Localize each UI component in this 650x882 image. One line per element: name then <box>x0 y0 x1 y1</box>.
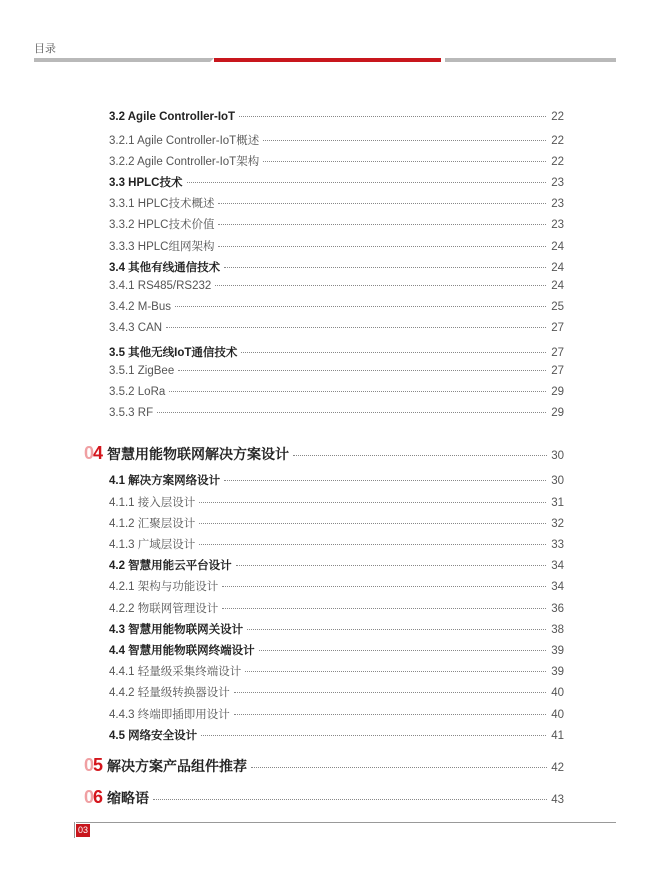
toc-entry-page: 38 <box>551 624 564 636</box>
toc-entry[interactable] <box>109 684 564 700</box>
toc-entry[interactable] <box>109 344 564 360</box>
chapter-number-zero: 0 <box>84 443 94 463</box>
chapter-title: 智慧用能物联网解决方案设计 <box>107 446 290 462</box>
toc-entry-label: 4.4 智慧用能物联网终端设计 <box>109 645 255 657</box>
toc-entry-page: 22 <box>551 156 564 168</box>
toc-entry[interactable] <box>109 174 564 190</box>
chapter-number-zero: 0 <box>84 787 94 807</box>
toc-entry-page: 34 <box>551 560 564 572</box>
toc-entry-page: 23 <box>551 219 564 231</box>
toc-entry-page: 24 <box>551 241 564 253</box>
chapter-number-zero: 0 <box>84 755 94 775</box>
chapter-number-digit: 4 <box>93 443 103 463</box>
toc-entry-label: 3.3.3 HPLC组网架构 <box>109 241 215 253</box>
chapter-number <box>84 787 102 808</box>
toc-entry-label: 3.5.2 LoRa <box>109 386 166 398</box>
toc-entry-page: 29 <box>551 407 564 419</box>
toc-entry-page: 33 <box>551 539 564 551</box>
toc-entry-page: 30 <box>551 475 564 487</box>
toc-entry-label: 4.2 智慧用能云平台设计 <box>109 560 232 572</box>
dot-leader <box>187 182 547 183</box>
toc-entry[interactable] <box>109 642 564 658</box>
chapter-5-heading[interactable] <box>84 755 564 776</box>
dot-leader <box>263 140 546 141</box>
toc-entry-label: 4.1.2 汇聚层设计 <box>109 518 196 530</box>
toc-entry[interactable] <box>109 238 564 254</box>
chapter-page: 43 <box>551 794 564 806</box>
toc-entry[interactable] <box>109 259 564 275</box>
chapter-page: 42 <box>551 762 564 774</box>
toc-entry-label: 4.1.1 接入层设计 <box>109 497 196 509</box>
toc-entry[interactable] <box>109 663 564 679</box>
dot-leader <box>215 285 546 286</box>
toc-entry-page: 39 <box>551 645 564 657</box>
toc-entry-page: 34 <box>551 581 564 593</box>
header-bar-right <box>445 58 616 62</box>
toc-entry[interactable] <box>109 621 564 637</box>
toc-entry[interactable] <box>109 536 564 552</box>
toc-entry-label: 4.1 解决方案网络设计 <box>109 475 221 487</box>
dot-leader <box>169 391 546 392</box>
dot-leader <box>239 116 546 117</box>
footer-rule <box>76 822 616 823</box>
dot-leader <box>236 565 546 566</box>
chapter-page: 30 <box>551 450 564 462</box>
toc-entry[interactable] <box>109 216 564 232</box>
dot-leader <box>222 586 546 587</box>
dot-leader <box>224 267 546 268</box>
toc-entry[interactable] <box>109 195 564 211</box>
footer-tick <box>74 822 75 838</box>
dot-leader <box>263 161 546 162</box>
dot-leader <box>166 327 546 328</box>
toc-entry-label: 3.3.2 HPLC技术价值 <box>109 219 215 231</box>
dot-leader <box>222 608 546 609</box>
toc-entry-page: 22 <box>551 135 564 147</box>
dot-leader <box>251 767 547 768</box>
toc-entry[interactable] <box>109 407 564 419</box>
toc-entry-page: 25 <box>551 301 564 313</box>
dot-leader <box>241 352 546 353</box>
toc-entry-page: 27 <box>551 347 564 359</box>
toc-entry-label: 3.2.2 Agile Controller-IoT架构 <box>109 156 260 168</box>
toc-entry[interactable] <box>109 132 564 148</box>
dot-leader <box>245 671 546 672</box>
toc-entry-label: 4.4.1 轻量级采集终端设计 <box>109 666 242 678</box>
toc-entry-page: 22 <box>551 111 564 123</box>
toc-entry-page: 40 <box>551 709 564 721</box>
toc-entry-label: 3.5 其他无线IoT通信技术 <box>109 347 238 359</box>
toc-entry-label: 3.3 HPLC技术 <box>109 177 183 189</box>
toc-entry[interactable] <box>109 365 564 377</box>
toc-entry-label: 3.2.1 Agile Controller-IoT概述 <box>109 135 260 147</box>
chapter-title: 缩略语 <box>107 790 150 806</box>
toc-entry-label: 3.4.1 RS485/RS232 <box>109 280 212 292</box>
chapter-number <box>84 755 102 776</box>
toc-entry-label: 3.3.1 HPLC技术概述 <box>109 198 215 210</box>
toc-entry[interactable] <box>109 322 564 334</box>
dot-leader <box>293 455 547 456</box>
toc-entry-label: 4.3 智慧用能物联网关设计 <box>109 624 244 636</box>
dot-leader <box>201 735 546 736</box>
toc-entry[interactable] <box>109 600 564 616</box>
toc-entry[interactable] <box>109 301 564 313</box>
dot-leader <box>234 692 546 693</box>
toc-entry-page: 23 <box>551 177 564 189</box>
dot-leader <box>247 629 546 630</box>
toc-entry-page: 39 <box>551 666 564 678</box>
dot-leader <box>178 370 546 371</box>
toc-entry-page: 32 <box>551 518 564 530</box>
chapter-title: 解决方案产品组件推荐 <box>107 758 248 774</box>
toc-entry-page: 36 <box>551 603 564 615</box>
chapter-number-digit: 6 <box>93 787 103 807</box>
dot-leader <box>234 714 546 715</box>
chapter-4-heading[interactable] <box>84 443 564 464</box>
header-bar-accent <box>214 58 441 62</box>
toc-entry[interactable] <box>109 727 564 743</box>
dot-leader <box>224 480 546 481</box>
toc-entry-label: 3.5.3 RF <box>109 407 154 419</box>
toc-entry[interactable] <box>109 280 564 292</box>
toc-entry-label: 3.5.1 ZigBee <box>109 365 175 377</box>
page-number: 03 <box>77 825 88 835</box>
toc-entry-page: 27 <box>551 365 564 377</box>
chapter-6-heading[interactable] <box>84 787 564 808</box>
dot-leader <box>259 650 546 651</box>
toc-entry-page: 24 <box>551 262 564 274</box>
toc-entry[interactable] <box>109 706 564 722</box>
toc-entry-page: 31 <box>551 497 564 509</box>
toc-entry-page: 29 <box>551 386 564 398</box>
dot-leader <box>157 412 546 413</box>
toc-entry-page: 24 <box>551 280 564 292</box>
toc-entry[interactable] <box>109 557 564 573</box>
toc-entry-page: 27 <box>551 322 564 334</box>
toc-entry[interactable] <box>109 494 564 510</box>
toc-entry[interactable] <box>109 515 564 531</box>
toc-entry-label: 4.4.2 轻量级转换器设计 <box>109 687 230 699</box>
dot-leader <box>199 502 546 503</box>
dot-leader <box>218 203 546 204</box>
dot-leader <box>175 306 546 307</box>
toc-entry-label: 4.5 网络安全设计 <box>109 730 198 742</box>
toc-entry-page: 23 <box>551 198 564 210</box>
toc-entry-label: 3.4.3 CAN <box>109 322 163 334</box>
toc-entry[interactable] <box>109 386 564 398</box>
toc-entry-page: 40 <box>551 687 564 699</box>
toc-entry[interactable] <box>109 111 564 123</box>
toc-entry-label: 3.4.2 M-Bus <box>109 301 171 313</box>
toc-entry-page: 41 <box>551 730 564 742</box>
toc-entry[interactable] <box>109 578 564 594</box>
dot-leader <box>153 799 547 800</box>
header-bar-left <box>34 58 210 62</box>
toc-entry[interactable] <box>109 153 564 169</box>
toc-entry-label: 3.2 Agile Controller-IoT <box>109 111 236 123</box>
header-title: 目录 <box>34 43 56 55</box>
toc-entry-label: 3.4 其他有线通信技术 <box>109 262 221 274</box>
chapter-number-digit: 5 <box>93 755 103 775</box>
toc-entry-label: 4.2.2 物联网管理设计 <box>109 603 219 615</box>
toc-entry-label: 4.1.3 广域层设计 <box>109 539 196 551</box>
dot-leader <box>199 523 546 524</box>
chapter-number <box>84 443 102 464</box>
toc-entry[interactable] <box>109 472 564 488</box>
toc-entry-label: 4.2.1 架构与功能设计 <box>109 581 219 593</box>
toc-entry-label: 4.4.3 终端即插即用设计 <box>109 709 230 721</box>
dot-leader <box>218 246 546 247</box>
dot-leader <box>199 544 546 545</box>
dot-leader <box>218 224 546 225</box>
